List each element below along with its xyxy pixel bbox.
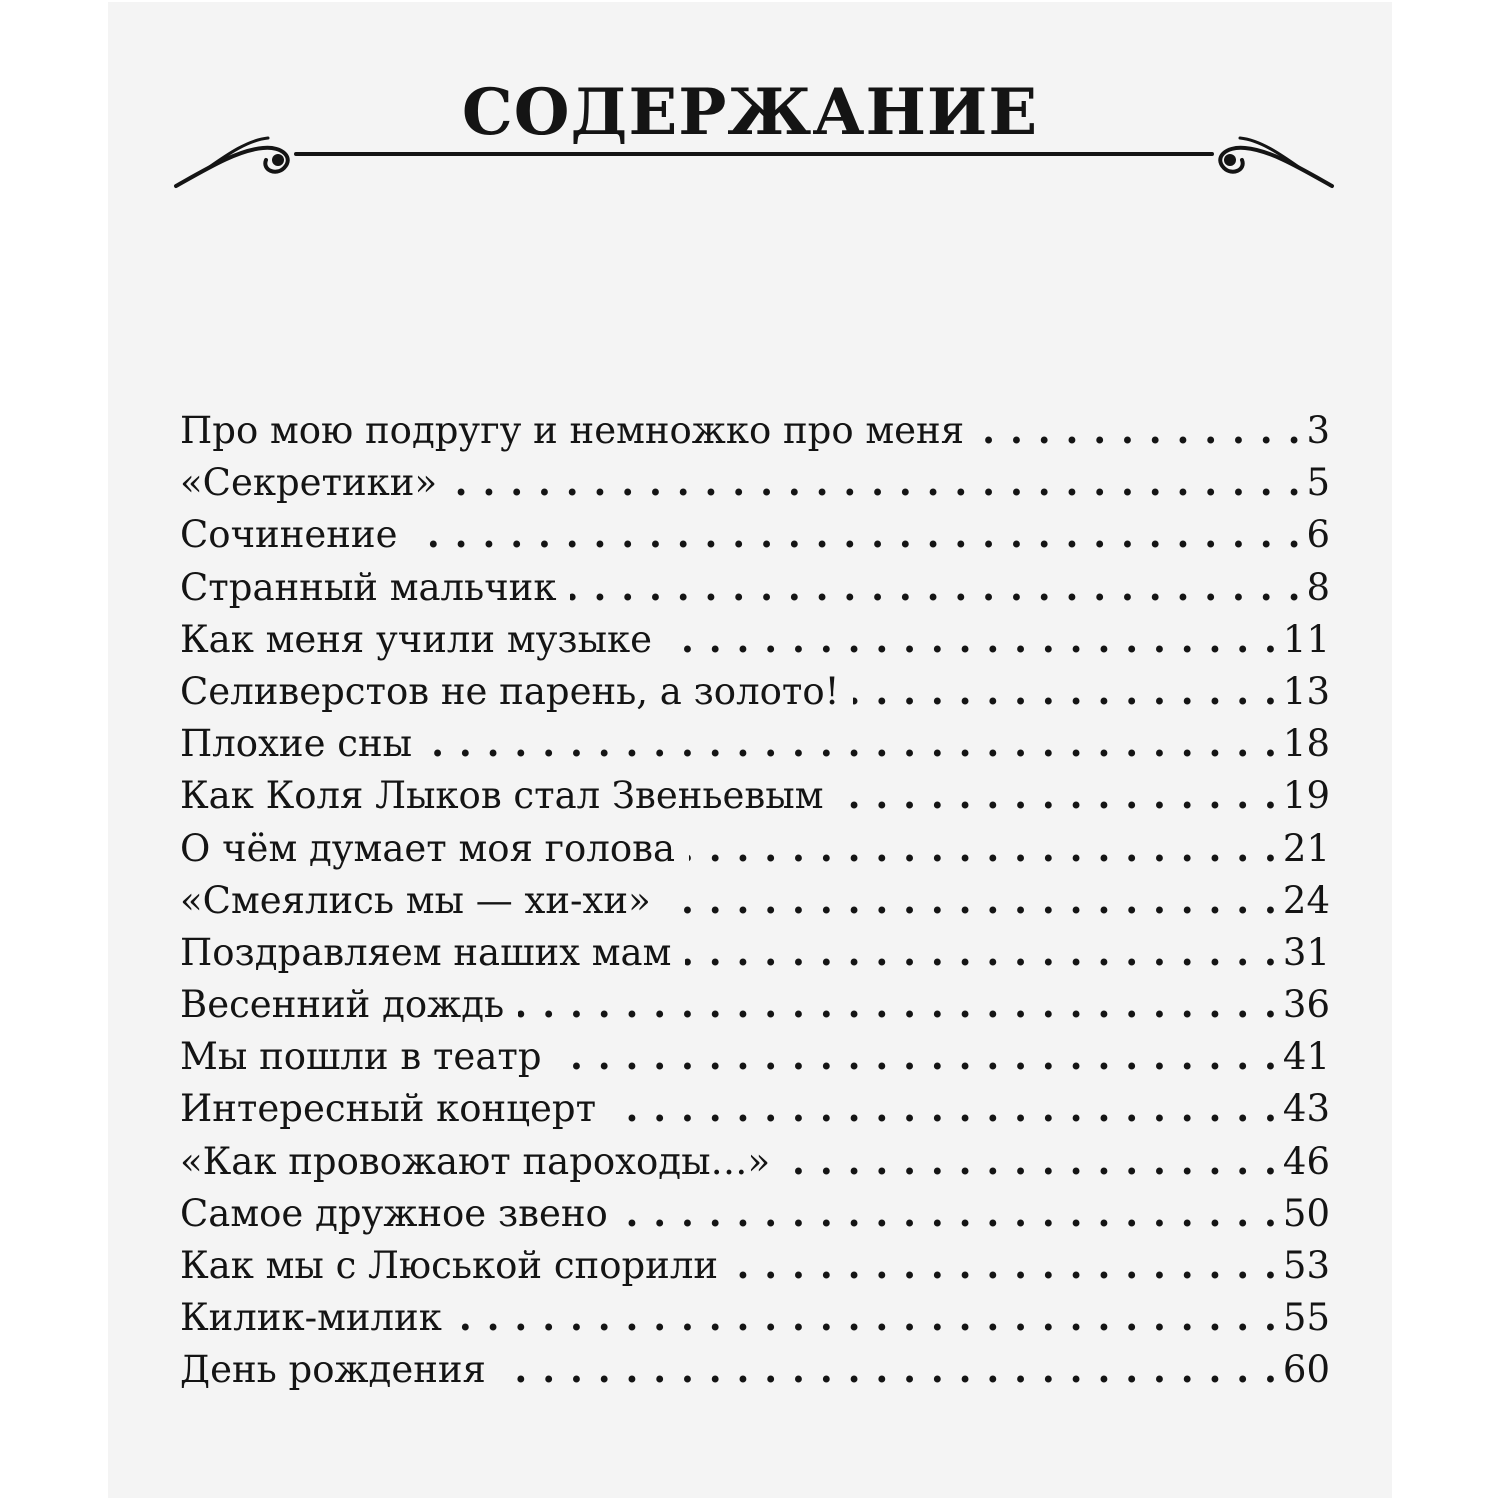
toc-entry [180,613,1330,665]
dot-leader [500,1343,1277,1395]
toc-entry-page-number: 43 [1282,1087,1330,1131]
dot-leader [622,1187,1277,1239]
toc-entry-page-number: 21 [1282,826,1330,870]
toc-entry-page-number: 55 [1282,1296,1330,1340]
toc-entry-title: «Как провожают пароходы…» [180,1139,771,1183]
toc-entry-page-number: 50 [1282,1191,1330,1235]
dot-leader [610,1082,1277,1134]
toc-entry-title: Интересный концерт [180,1087,597,1131]
toc-entry [180,1239,1330,1291]
dot-leader [732,1239,1277,1291]
table-of-contents [180,404,1330,1396]
toc-entry-page-number: 11 [1282,617,1330,661]
dot-leader [665,874,1277,926]
toc-entry-title: Как меня учили музыке [180,617,653,661]
toc-entry-page-number: 6 [1306,513,1330,557]
toc-entry-page-number: 24 [1282,878,1330,922]
dot-leader [978,404,1300,456]
page-title: СОДЕРЖАНИЕ [461,75,1039,150]
toc-entry-title: Плохие сны [180,722,413,766]
toc-entry [180,1135,1330,1187]
toc-entry-page-number: 13 [1282,669,1330,713]
toc-entry-title: Мы пошли в театр [180,1035,542,1079]
toc-entry-title: «Смеялись мы — хи-хи» [180,878,651,922]
toc-entry [180,926,1330,978]
toc-entry-title: «Секретики» [180,461,438,505]
toc-entry [180,1082,1330,1134]
toc-entry [180,1187,1330,1239]
dot-leader [689,822,1277,874]
toc-entry [180,1030,1330,1082]
dot-leader [666,613,1277,665]
toc-entry [180,769,1330,821]
toc-entry-page-number: 3 [1306,409,1330,452]
toc-entry [180,1291,1330,1343]
toc-entry-title: Про мою подругу и немножко про меня [180,409,965,452]
toc-entry-page-number: 41 [1282,1035,1330,1079]
toc-entry-title: Весенний дождь [180,983,505,1027]
toc-entry-title: Самое дружное звено [180,1191,608,1235]
dot-leader [853,665,1276,717]
toc-entry-title: Селиверстов не парень, а золото! [180,669,840,713]
toc-entry-title: Сочинение [180,513,398,557]
toc-entry-title: Как Коля Лыков стал Звеньевым [180,774,824,818]
toc-entry-page-number: 36 [1282,983,1330,1027]
toc-entry [180,978,1330,1030]
toc-entry-title: О чём думает моя голова [180,826,676,870]
toc-entry-page-number: 60 [1282,1348,1330,1392]
toc-entry-title: Килик-милик [180,1296,442,1340]
dot-leader [518,978,1277,1030]
toc-entry-page-number: 18 [1282,722,1330,766]
dot-leader [456,1291,1277,1343]
toc-entry [180,665,1330,717]
toc-entry [180,822,1330,874]
toc-entry-page-number: 8 [1306,565,1330,609]
toc-entry-page-number: 5 [1306,461,1330,505]
dot-leader [451,456,1300,508]
toc-entry [180,717,1330,769]
dot-leader [411,508,1300,560]
toc-entry-page-number: 46 [1282,1139,1330,1183]
dot-leader [570,561,1300,613]
toc-entry [180,561,1330,613]
dot-leader [784,1135,1277,1187]
toc-entry [180,1343,1330,1395]
toc-entry-title: День рождения [180,1348,486,1392]
toc-entry-title: Странный мальчик [180,565,557,609]
dot-leader [426,717,1277,769]
toc-entry-page-number: 31 [1282,930,1330,974]
dot-leader [556,1030,1277,1082]
toc-entry-title: Поздравляем наших мам [180,930,672,974]
toc-entry [180,874,1330,926]
dot-leader [685,926,1277,978]
toc-entry [180,404,1330,456]
dot-leader [837,769,1276,821]
toc-entry [180,456,1330,508]
toc-entry-page-number: 53 [1282,1244,1330,1287]
toc-entry-page-number: 19 [1282,774,1330,818]
toc-entry [180,508,1330,560]
toc-entry-title: Как мы с Люськой спорили [180,1244,718,1287]
scroll-flourish-divider-icon [168,128,1340,198]
